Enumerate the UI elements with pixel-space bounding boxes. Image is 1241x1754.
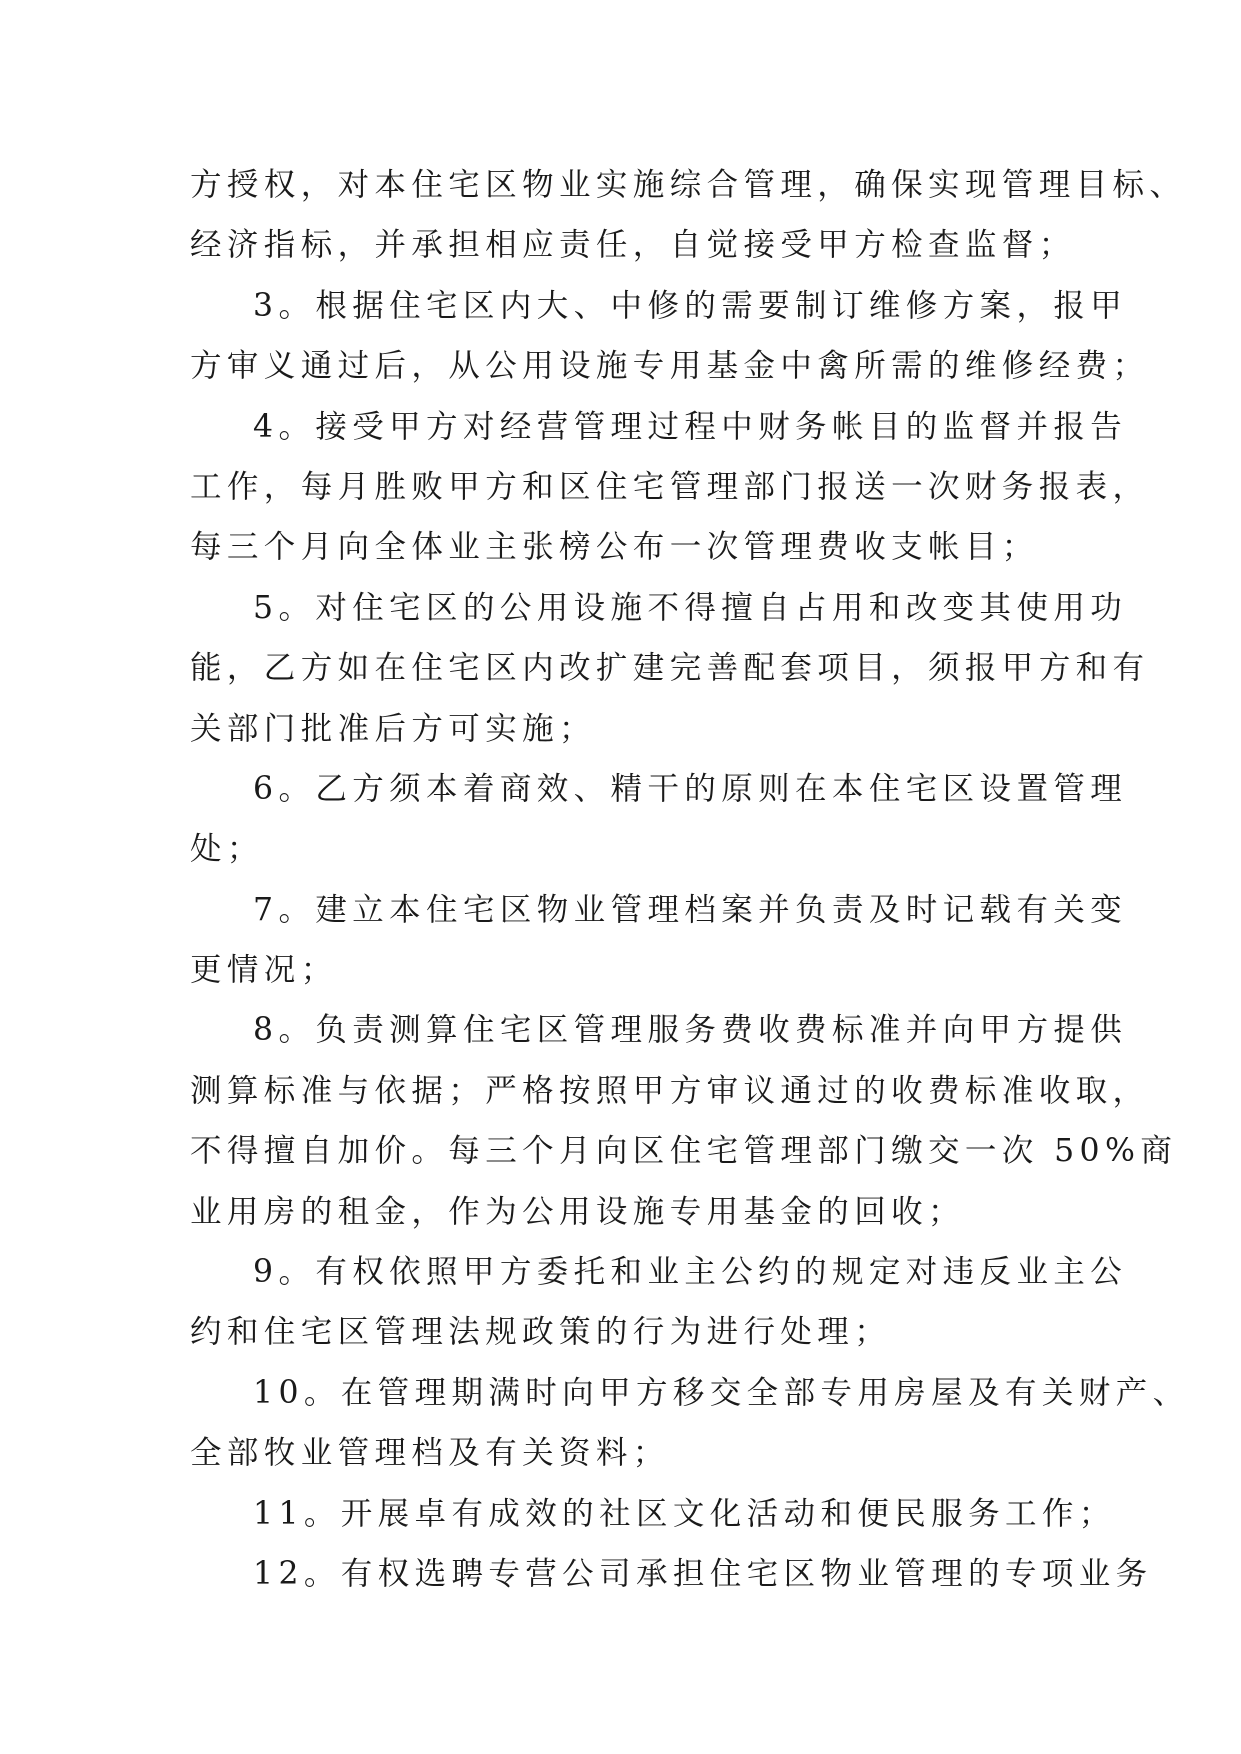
text-line: 9。有权依照甲方委托和业主公约的规定对违反业主公 [253, 1254, 1128, 1291]
text-line: 3。根据住宅区内大、中修的需要制订维修方案，报甲 [253, 287, 1128, 324]
text-line: 不得擅自加价。每三个月向区住宅管理部门缴交一次 50%商 [190, 1133, 1178, 1170]
text-line: 10。在管理期满时向甲方移交全部专用房屋及有关财产、 [253, 1374, 1190, 1411]
document-body [190, 155, 1190, 1604]
text-line: 能，乙方如在住宅区内改扩建完善配套项目，须报甲方和有 [190, 650, 1150, 687]
text-line: 全部牧业管理档及有关资料； [190, 1435, 670, 1472]
text-line: 处； [190, 831, 264, 868]
text-line: 方授权，对本住宅区物业实施综合管理，确保实现管理目标、 [190, 167, 1187, 203]
text-line: 5。对住宅区的公用设施不得擅自占用和改变其使用功 [253, 589, 1128, 626]
text-line: 经济指标，并承担相应责任，自觉接受甲方检查监督； [190, 227, 1076, 264]
text-line: 6。乙方须本着商效、精干的原则在本住宅区设置管理 [253, 770, 1128, 807]
text-line: 工作，每月胜败甲方和区住宅管理部门报送一次财务报表， [190, 468, 1150, 505]
text-line: 方审义通过后，从公用设施专用基金中禽所需的维修经费； [190, 348, 1150, 385]
text-line: 业用房的租金，作为公用设施专用基金的回收； [190, 1193, 965, 1230]
text-line: 约和住宅区管理法规政策的行为进行处理； [190, 1314, 892, 1351]
text-line: 7。建立本住宅区物业管理档案并负责及时记载有关变 [253, 891, 1128, 928]
text-line: 12。有权选聘专营公司承担住宅区物业管理的专项业务 [253, 1555, 1153, 1592]
text-line: 关部门批准后方可实施； [190, 710, 596, 747]
text-line: 测算标准与依据；严格按照甲方审议通过的收费标准收取， [190, 1072, 1150, 1109]
text-line: 8。负责测算住宅区管理服务费收费标准并向甲方提供 [253, 1012, 1128, 1049]
text-line: 每三个月向全体业主张榜公布一次管理费收支帐目； [190, 529, 1039, 566]
text-line: 11。开展卓有成效的社区文化活动和便民服务工作； [253, 1495, 1116, 1532]
text-line: 更情况； [190, 952, 338, 989]
text-line: 4。接受甲方对经营管理过程中财务帐目的监督并报告 [253, 408, 1128, 445]
